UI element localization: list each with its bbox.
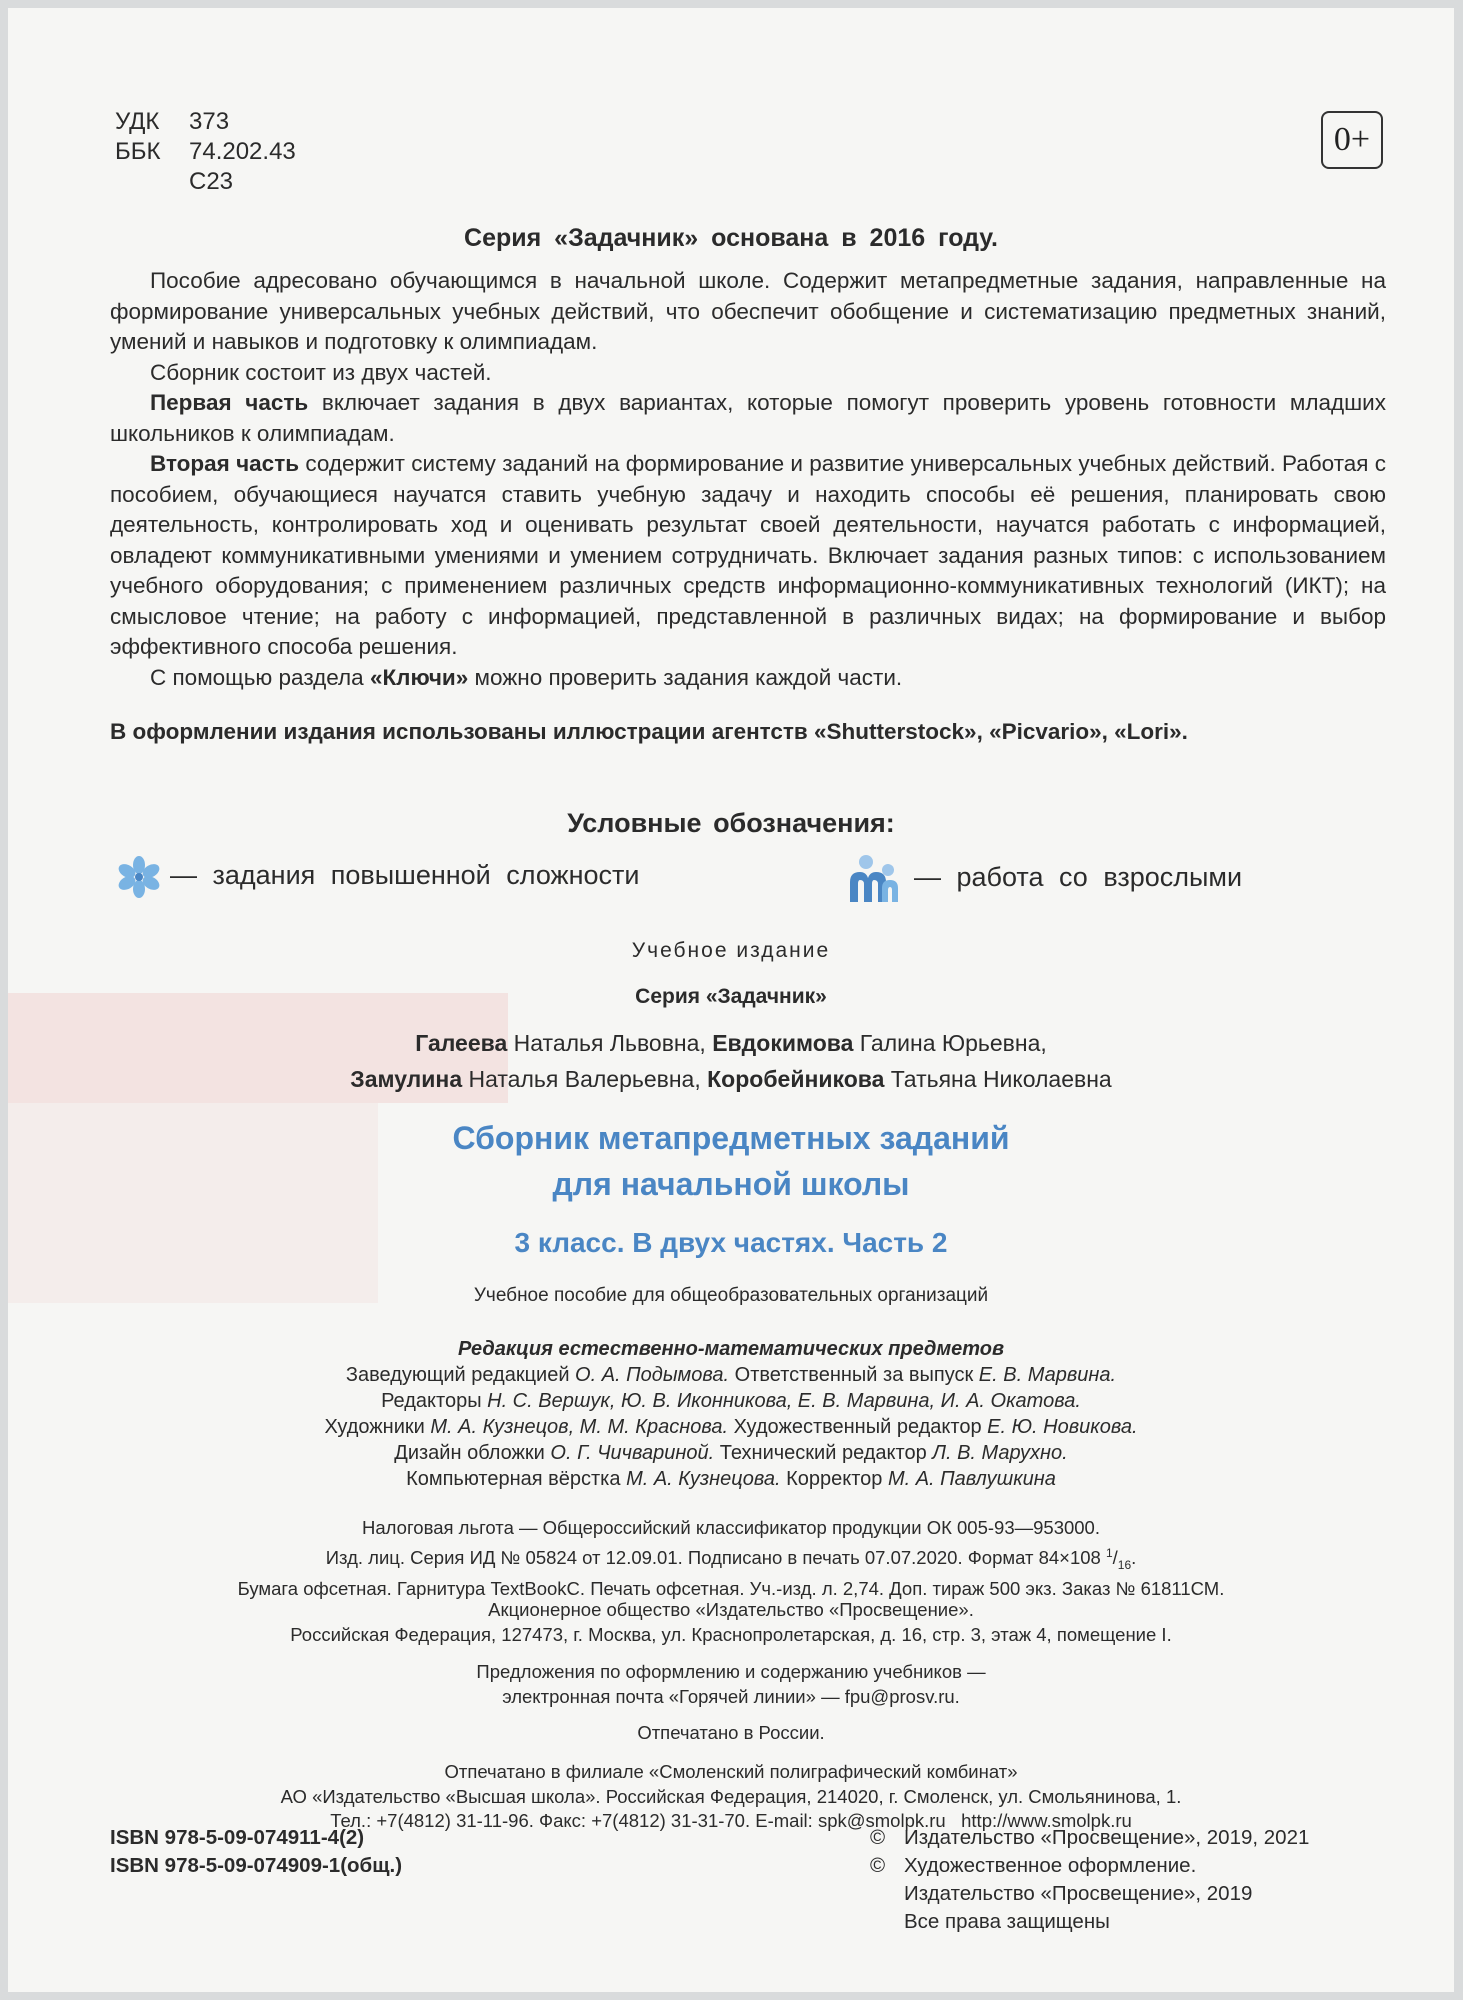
format-numerator: 1 [1105, 1545, 1113, 1560]
keys-text: можно проверить задания каждой части. [468, 664, 903, 690]
paper-line: Бумага офсетная. Гарнитура TextBookC. Печать офсетная. Уч.-изд. л. 2,74. Доп. тираж 500 экз. Заказ № 61811СМ. [237, 1577, 1225, 1599]
credit-l1c: Ответственный за выпуск [729, 1364, 979, 1386]
credit-line4 [8, 1440, 1454, 1466]
udk-line [115, 107, 296, 137]
credit-l5a: Компьютерная вёрстка [406, 1468, 627, 1490]
description-p5 [110, 663, 1386, 694]
credit-l4c: Технический редактор [714, 1442, 933, 1464]
author-code: С23 [189, 168, 234, 195]
credit-l5b: М. А. Кузнецова. [626, 1468, 781, 1490]
snowflake-flower-icon [116, 854, 162, 900]
publisher-block [8, 1598, 1454, 1647]
credit-l5d: М. А. Павлушкина [887, 1468, 1056, 1490]
copyright-sign-2: © [870, 1854, 886, 1877]
credit-l3d: Е. Ю. Новикова. [987, 1416, 1138, 1438]
description-p3 [110, 388, 1386, 449]
suggest-line1: Предложения по оформлению и содержанию учебников — [476, 1661, 986, 1682]
credit-line3 [8, 1414, 1454, 1440]
legend-item2-text: — работа со взрослыми [914, 862, 1243, 893]
authors-line1 [8, 1030, 1454, 1057]
legend-item1-text: — задания повышенной сложности [170, 860, 640, 891]
edition-series: Серия «Задачник» [635, 985, 827, 1008]
second-part-label: Вторая часть [150, 451, 300, 476]
description [110, 266, 1386, 693]
suggestions-block [8, 1660, 1454, 1709]
license-line: Изд. лиц. Серия ИД № 05824 от 12.09.01. Подписано в печать 07.07.2020. Формат 84×108 $^1/_{16}$. [325, 1545, 1137, 1572]
description-p2: Сборник состоит из двух частей. [150, 359, 492, 385]
credit-l2a: Редакторы [381, 1390, 488, 1412]
second-part-text: содержит систему заданий на формирование и развитие универсальных учебных действий. Работая с пособием, обучающиеся научатся ставить учебную задачу и находить способы её решения, планировать свою деятельность, контролировать ход и оценивать результат своей деятельности, научатся работать с информацией, овладеют коммуникативными умениями и умением сотрудничать. Включает задания разных типов: с использованием учебного оборудования; с применением различных средств информационно-коммуникативных технологий (ИКТ); на смысловое чтение; на работу с информацией, представленной в различных видах; на формирование и выбор эффективного способа решения. [110, 451, 1386, 659]
book-title-line1: Сборник метапредметных заданий [452, 1120, 1010, 1156]
publisher-name: Акционерное общество «Издательство «Просвещение». [488, 1599, 974, 1620]
format-denominator: 16 [1117, 1557, 1132, 1572]
credit-l1d: Е. В. Марвина. [978, 1364, 1117, 1386]
copyright-block [870, 1824, 1309, 1936]
credit-l3b: М. А. Кузнецов, М. М. Краснова. [430, 1416, 729, 1438]
printer-line3: Тел.: +7(4812) 31-11-96. Факс: +7(4812) 31-31-70. E-mail: spk@smolpk.ru http://www.smolpk.ru [330, 1810, 1132, 1831]
copyright-sign-1: © [870, 1826, 886, 1849]
legend-with-adults [846, 854, 1242, 904]
license-text: Изд. лиц. Серия ИД № 05824 от 12.09.01. Подписано в печать 07.07.2020. Формат 84×108 [325, 1546, 1101, 1568]
copyright-text2: Художественное оформление. [904, 1854, 1197, 1877]
author3-surname: Замулина [350, 1066, 463, 1092]
printer-block [8, 1760, 1454, 1834]
isbn-block [110, 1824, 402, 1880]
book-subtitle: 3 класс. В двух частях. Часть 2 [514, 1227, 948, 1258]
description-p1: Пособие адресовано обучающимся в начальной школе. Содержит метапредметные задания, направленные на формирование универсальных учебных действий, что обеспечит обобщение и систематизацию предметных знаний, умений и навыков и подготовку к олимпиадам. [110, 268, 1386, 354]
bbk-value: 74.202.43 [189, 138, 296, 165]
editorial-dept: Редакция естественно-математических предметов [457, 1338, 1005, 1360]
credit-l3c: Художественный редактор [728, 1416, 988, 1438]
book-purpose: Учебное пособие для общеобразовательных организаций [473, 1285, 989, 1306]
credit-l4d: Л. В. Марухно. [932, 1442, 1068, 1464]
age-rating-badge: 0+ [1321, 111, 1383, 169]
printer-line1: Отпечатано в филиале «Смоленский полиграфический комбинат» [444, 1761, 1018, 1782]
first-part-text: включает задания в двух вариантах, которые помогут проверить уровень готовности младших школьников к олимпиадам. [110, 390, 1386, 446]
author2-surname: Евдокимова [712, 1030, 854, 1056]
authors-line2 [8, 1066, 1454, 1093]
udk-label: УДК [115, 108, 160, 135]
legend-hard-tasks [116, 854, 639, 900]
edition-type: Учебное издание [631, 939, 831, 962]
printer-line2: АО «Издательство «Высшая школа». Российская Федерация, 214020, г. Смоленск, ул. Смольянинова, 1. [280, 1785, 1182, 1807]
copyright-text1: Издательство «Просвещение», 2019, 2021 [904, 1826, 1310, 1849]
author4-surname: Коробейникова [707, 1066, 885, 1092]
legend-title: Условные обозначения: [567, 808, 895, 838]
copyright-line2 [870, 1852, 1309, 1880]
publisher-address: Российская Федерация, 127473, г. Москва, ул. Краснопролетарская, д. 16, стр. 3, этаж 4, помещение I. [290, 1623, 1172, 1645]
author-code-line [115, 167, 296, 197]
tax-line: Налоговая льгота — Общероссийский классификатор продукции ОК 005-93—953000. [362, 1517, 1100, 1538]
book-title-line2: для начальной школы [552, 1166, 910, 1202]
credit-l4b: О. Г. Чичвариной. [550, 1442, 715, 1464]
isbn-part: ISBN 978-5-09-074911-4(2) [110, 1826, 365, 1849]
credit-l1a: Заведующий редакцией [345, 1364, 576, 1386]
keys-label: «Ключи» [369, 664, 469, 690]
credit-l4a: Дизайн обложки [394, 1442, 551, 1464]
copyright-line1 [870, 1824, 1309, 1852]
author1-surname: Галеева [415, 1030, 508, 1056]
imprint-print-data [8, 1516, 1454, 1601]
series-founded-heading: Серия «Задачник» основана в 2016 году. [464, 224, 998, 252]
author1-name: Наталья Львовна, [507, 1030, 713, 1056]
credit-line2 [8, 1388, 1454, 1414]
suggest-line2: электронная почта «Горячей линии» — fpu@prosv.ru. [502, 1685, 960, 1707]
classification-block [115, 107, 296, 197]
credit-l2b: Н. С. Вершук, Ю. В. Иконникова, Е. В. Марвина, И. А. Окатова. [487, 1390, 1081, 1412]
printed-in-russia: Отпечатано в России. [637, 1722, 825, 1743]
udk-value: 373 [189, 108, 230, 135]
bbk-line [115, 137, 296, 167]
credit-l5c: Корректор [780, 1468, 888, 1490]
copyright-line4: Все права защищены [904, 1910, 1110, 1933]
staff-credits [8, 1336, 1454, 1492]
page [8, 8, 1454, 1992]
illustrations-note: В оформлении издания использованы иллюстрации агентств «Shutterstock», «Picvario», «Lori». [110, 719, 1188, 744]
credit-line1 [8, 1362, 1454, 1388]
author4-name: Татьяна Николаевна [884, 1066, 1112, 1092]
people-icon [846, 854, 906, 904]
credit-l3a: Художники [324, 1416, 431, 1438]
copyright-line3: Издательство «Просвещение», 2019 [904, 1882, 1253, 1905]
first-part-label: Первая часть [150, 390, 309, 415]
isbn-total: ISBN 978-5-09-074909-1(общ.) [110, 1854, 403, 1877]
keys-pre: С помощью раздела [150, 664, 370, 690]
credit-l1b: О. А. Подымова. [575, 1364, 730, 1386]
description-p4 [110, 449, 1386, 663]
credit-line5 [8, 1466, 1454, 1492]
bbk-label: ББК [115, 138, 161, 165]
author3-name: Наталья Валерьевна, [462, 1066, 708, 1092]
author2-name: Галина Юрьевна, [853, 1030, 1047, 1056]
